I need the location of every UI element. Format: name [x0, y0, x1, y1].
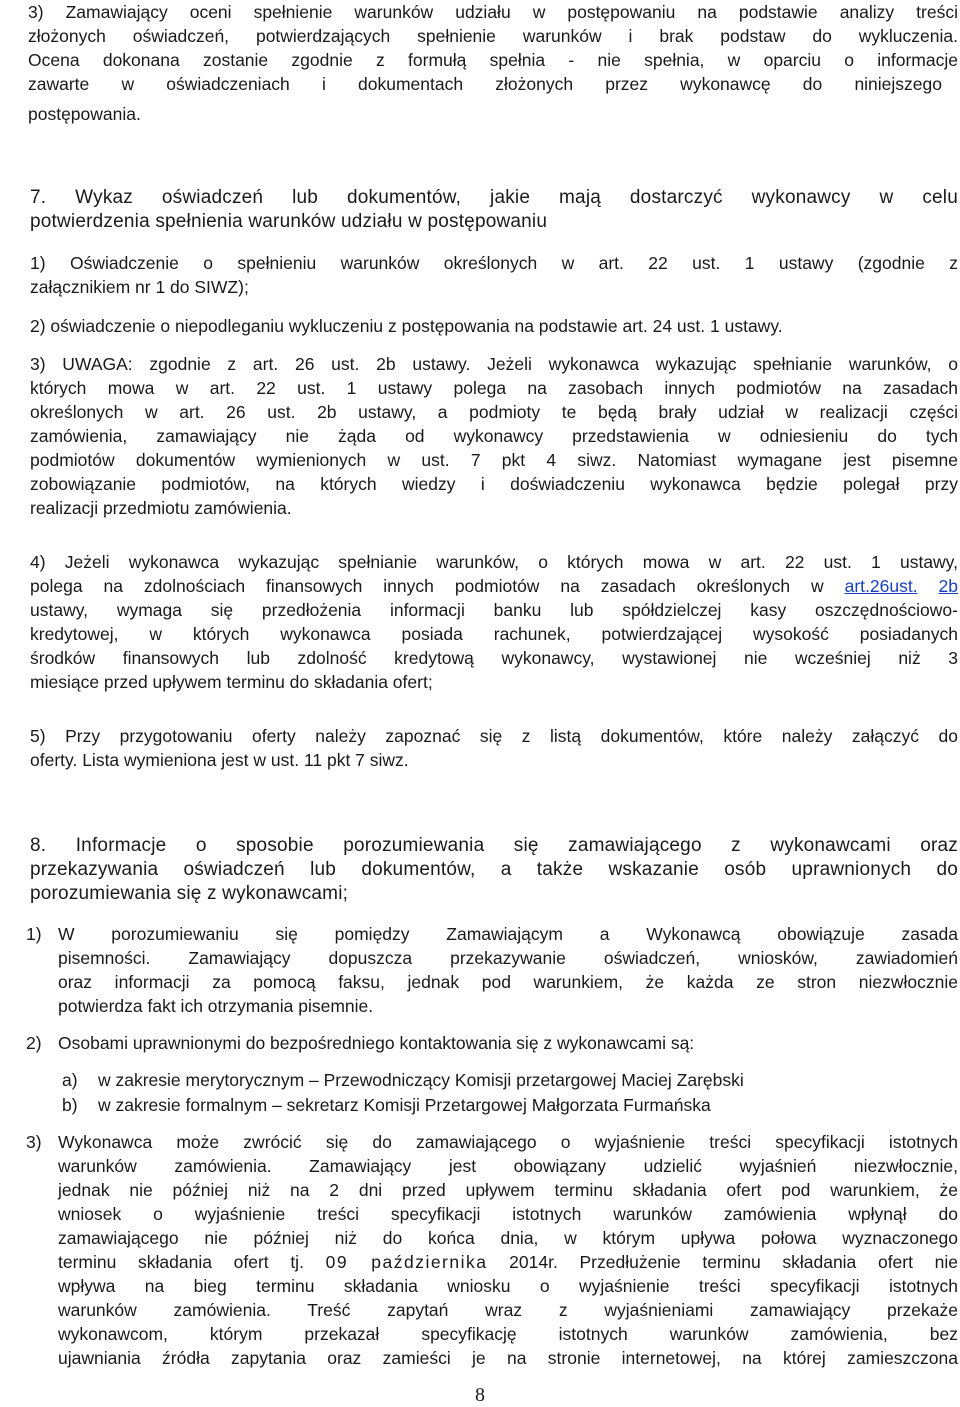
page-number: 8 — [475, 1384, 485, 1406]
text-line: ujawniania źródła zapytania oraz zamieści je na stronie internetowej, na której zamieszczona — [58, 1348, 958, 1368]
text-line: zawarte w oświadczeniach i dokumentach złożonych przez wykonawcę do niniejszego — [28, 74, 942, 94]
text-line: 2) oświadczenie o niepodleganiu wykluczeniu z postępowania na podstawie art. 24 ust. 1 ustawy. — [30, 316, 783, 336]
text-line: warunków zamówienia. Treść zapytań wraz z wyjaśnieniami zamawiający przekaże — [58, 1300, 958, 1320]
text-line: realizacji przedmiotu zamówienia. — [30, 498, 292, 518]
text-line — [58, 1250, 958, 1274]
text-line: postępowania. — [28, 104, 141, 124]
section-7-item-3 — [30, 352, 958, 520]
text-line: określonych w art. 26 ust. 2b ustawy, a podmioty te będą brały udział w realizacji części — [30, 402, 958, 422]
sub-item-a-text: w zakresie merytorycznym – Przewodniczący Komisji przetargowej Maciej Zarębski — [98, 1070, 744, 1090]
text-line: potwierdza fakt ich otrzymania pisemnie. — [58, 996, 374, 1016]
text-line: warunków zamówienia. Zamawiający jest obowiązany udzielić wyjaśnień niezwłocznie, — [58, 1156, 958, 1176]
text-line: 3) UWAGA: zgodnie z art. 26 ust. 2b ustawy. Jeżeli wykonawca wykazując spełnianie warunków, o — [30, 354, 958, 374]
heading-line: porozumiewania się z wykonawcami; — [30, 883, 349, 904]
text-line: 5) Przy przygotowaniu oferty należy zapoznać się z listą dokumentów, które należy załączyć do — [30, 726, 958, 746]
text-line: oferty. Lista wymieniona jest w ust. 11 pkt 7 siwz. — [30, 750, 409, 770]
item-number: 2) — [26, 1033, 42, 1053]
text-line: zamawiającego nie później niż do końca dnia, w którym upływa połowa wyznaczonego — [58, 1228, 958, 1248]
text-span: 2014r. Przedłużenie terminu składania ofert nie — [487, 1252, 959, 1272]
text-line: Wykonawca może zwrócić się do zamawiającego o wyjaśnienie treści specyfikacji istotnych — [58, 1132, 958, 1152]
heading-line: potwierdzenia spełnienia warunków udziału w postępowaniu — [30, 211, 548, 232]
text-line: 1) Oświadczenie o spełnieniu warunków określonych w art. 22 ust. 1 ustawy (zgodnie z — [30, 253, 958, 273]
text-line: oraz informacji za pomocą faksu, jednak pod warunkiem, że każda ze stron niezwłocznie — [58, 972, 958, 992]
heading-line: 8. Informacje o sposobie porozumiewania się zamawiającego z wykonawcami oraz — [30, 835, 958, 856]
section-7-heading — [30, 186, 958, 234]
text-line: wniosek o wyjaśnienie treści specyfikacji istotnych warunków zamówienia wpłynął do — [58, 1204, 958, 1224]
text-line: zobowiązanie podmiotów, na których wiedzy i doświadczeniu wykonawca będzie polegał przy — [30, 474, 958, 494]
text-span: terminu składania ofert tj. — [58, 1252, 326, 1272]
heading-line: 7. Wykaz oświadczeń lub dokumentów, jakie mają dostarczyć wykonawcy w celu — [30, 187, 958, 208]
text-line: złożonych oświadczeń, potwierdzających spełnienie warunków i brak podstaw do wykluczenia. — [28, 26, 958, 46]
text-line: 4) Jeżeli wykonawca wykazując spełnianie warunków, o których mowa w art. 22 ust. 1 ustawy, — [30, 552, 958, 572]
2b-link[interactable]: 2b — [938, 576, 958, 596]
art-26-link[interactable]: art.26ust. — [844, 576, 918, 596]
text-line: W porozumiewaniu się pomiędzy Zamawiającym a Wykonawcą obowiązuje zasada — [58, 924, 958, 944]
text-line: zamówienia, zamawiający nie żąda od wykonawcy przedstawienia w odniesieniu do tych — [30, 426, 958, 446]
sub-item-a-label: a) — [62, 1070, 78, 1090]
heading-line: przekazywania oświadczeń lub dokumentów, a także wskazanie osób uprawnionych do — [30, 859, 958, 880]
section-7-item-5 — [30, 724, 958, 772]
text-line: ustawy, wymaga się przedłożenia informacji banku lub spółdzielczej kasy oszczędnościowo- — [30, 600, 958, 620]
sub-item-b-text: w zakresie formalnym – sekretarz Komisji Przetargowej Małgorzata Furmańska — [98, 1095, 711, 1115]
text-line: podmiotów dokumentów wymienionych w ust. 7 pkt 4 siwz. Natomiast wymagane jest pisemne — [30, 450, 958, 470]
text-line: 3) Zamawiający oceni spełnienie warunków udziału w postępowaniu na podstawie analizy treści — [28, 2, 958, 22]
text-line: środków finansowych lub zdolność kredytową wykonawcy, wystawionej nie wcześniej niż 3 — [30, 648, 958, 668]
sub-item-b-label: b) — [62, 1095, 78, 1115]
text-line: kredytowej, w których wykonawca posiada rachunek, potwierdzającej wysokość posiadanych — [30, 624, 958, 644]
section-8-heading — [30, 834, 958, 906]
text-line: Osobami uprawnionymi do bezpośredniego kontaktowania się z wykonawcami są: — [58, 1033, 695, 1053]
section-3-paragraph — [28, 0, 958, 126]
text-line: wpływa na bieg terminu składania wniosku o wyjaśnienie treści specyfikacji istotnych — [58, 1276, 958, 1296]
text-line: pisemności. Zamawiający dopuszcza przekazywanie oświadczeń, wniosków, zawiadomień — [58, 948, 958, 968]
item-number: 1) — [26, 924, 42, 944]
item-number: 3) — [26, 1132, 42, 1152]
text-line: jednak nie później niż na 2 dni przed upływem terminu składania ofert pod warunkiem, że — [58, 1180, 958, 1200]
text-line: załącznikiem nr 1 do SIWZ); — [30, 277, 249, 297]
text-line: miesiące przed upływem terminu do składania ofert; — [30, 672, 433, 692]
section-7-item-4 — [30, 550, 958, 694]
text-line: Ocena dokonana zostanie zgodnie z formułą spełnia - nie spełnia, w oparciu o informacje — [28, 50, 958, 70]
section-7-item-1 — [30, 251, 958, 299]
section-7-item-2 — [30, 314, 958, 338]
text-line: których mowa w art. 22 ust. 1 ustawy polega na zasobach innych podmiotów na zasadach — [30, 378, 958, 398]
text-line — [30, 574, 958, 598]
text-line: wykonawcom, którym przekazał specyfikację istotnych warunków zamówienia, bez — [58, 1324, 958, 1344]
text-span: polega na zdolnościach finansowych innych podmiotów na zasadach określonych w — [30, 576, 845, 596]
deadline-date: 09 października — [325, 1252, 488, 1272]
